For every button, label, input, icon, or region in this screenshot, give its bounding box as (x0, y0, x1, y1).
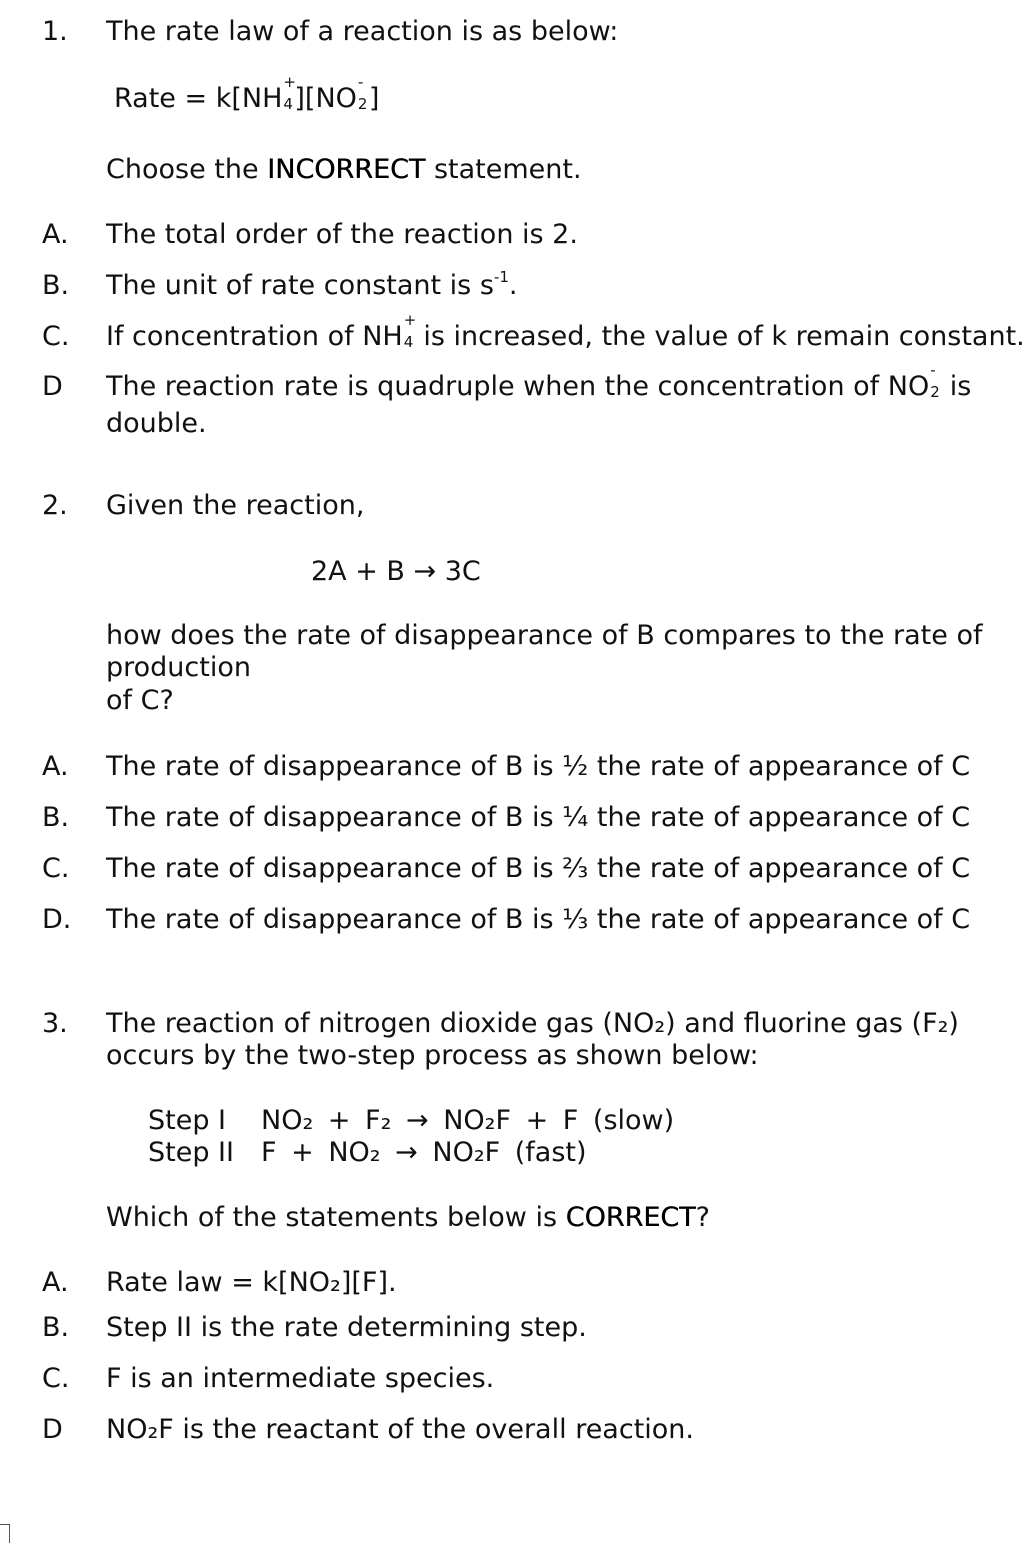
q3-stem-line2: occurs by the two-step process as shown below: (106, 1040, 759, 1071)
rate-law-mid: ][NO (294, 83, 357, 114)
nh4-charge-sub (282, 73, 296, 113)
q1-option-a-label: A. (42, 219, 69, 250)
q1-option-b-main: The unit of rate constant is s (106, 270, 494, 301)
no2-charge: - (357, 73, 364, 91)
q1-option-d-line2: double. (106, 408, 207, 439)
q1-option-b-text (106, 270, 517, 305)
q2-option-a-text: The rate of disappearance of B is ½ the rate of appearance of C (106, 751, 971, 782)
q3-step2-label: Step II (148, 1137, 234, 1168)
q1-number: 1. (42, 16, 68, 47)
q1-option-c-charge-sub (403, 311, 417, 351)
q3-option-c-text: F is an intermediate species. (106, 1363, 495, 1394)
q1-option-b-exponent: -1 (493, 268, 509, 286)
q1-instruction-post: statement. (425, 154, 582, 185)
q3-instruction-pre: Which of the statements below is (106, 1202, 566, 1233)
q1-option-d-charge-sub (929, 361, 941, 401)
q3-instruction-post: ? (695, 1202, 710, 1233)
q3-option-b-text: Step II is the rate determining step. (106, 1312, 587, 1343)
q1-instruction-pre: Choose the (106, 154, 268, 185)
q2-stem: Given the reaction, (106, 490, 365, 521)
q3-option-d-text: NO₂F is the reactant of the overall reaction. (106, 1414, 695, 1445)
q1-option-d-pre: The reaction rate is quadruple when the concentration of NO (106, 371, 930, 402)
q1-option-c-label: C. (42, 321, 70, 352)
q3-option-a-text: Rate law = k[NO₂][F]. (106, 1267, 397, 1298)
q1-option-d-subscript: 2 (930, 383, 940, 401)
q1-option-b-end: . (508, 270, 518, 301)
q3-step1-label: Step I (148, 1105, 227, 1136)
q2-option-c-label: C. (42, 853, 70, 884)
q1-option-d-label: D (42, 371, 63, 402)
q3-step1-equation: NO₂ + F₂ → NO₂F + F (slow) (261, 1105, 675, 1136)
q3-option-c-label: C. (42, 1363, 70, 1394)
rate-law-prefix: Rate = k[NH (114, 83, 283, 114)
q1-option-c-pre: If concentration of NH (106, 321, 403, 352)
q2-option-b-text: The rate of disappearance of B is ¼ the rate of appearance of C (106, 802, 971, 833)
q1-stem: The rate law of a reaction is as below: (106, 16, 619, 47)
q2-option-d-text: The rate of disappearance of B is ⅓ the rate of appearance of C (106, 904, 971, 935)
q1-instruction (106, 154, 582, 186)
q3-option-d-label: D (42, 1414, 63, 1445)
q3-option-a-label: A. (42, 1267, 69, 1298)
q2-question-line2: production (106, 652, 251, 683)
q1-option-a-text: The total order of the reaction is 2. (106, 219, 578, 250)
q3-option-b-label: B. (42, 1312, 70, 1343)
q1-option-c-charge: + (403, 311, 417, 329)
q3-instruction (106, 1202, 710, 1234)
q2-number: 2. (42, 490, 68, 521)
q2-equation: 2A + B → 3C (311, 556, 481, 587)
q1-instruction-bold: INCORRECT (267, 154, 426, 185)
q3-stem-line1: The reaction of nitrogen dioxide gas (NO₂) and fluorine gas (F₂) (106, 1008, 959, 1039)
q2-option-a-label: A. (42, 751, 69, 782)
nh4-subscript: 4 (283, 95, 293, 113)
page-corner-mark (0, 1524, 10, 1543)
no2-charge-sub (357, 73, 369, 113)
q1-option-d-post: is (941, 371, 972, 402)
q3-instruction-bold: CORRECT (565, 1202, 696, 1233)
q2-option-b-label: B. (42, 802, 70, 833)
q1-option-d-charge: - (930, 361, 936, 379)
q2-question-line1: how does the rate of disappearance of B compares to the rate of (106, 620, 983, 651)
q1-option-c-subscript: 4 (403, 333, 414, 351)
q1-option-c-text (106, 311, 1025, 353)
q3-number: 3. (42, 1008, 68, 1039)
nh4-charge: + (283, 73, 296, 91)
q2-question-line3: of C? (106, 685, 174, 716)
rate-law-end: ] (368, 83, 380, 114)
q2-option-d-label: D. (42, 904, 72, 935)
q3-step2-equation: F + NO₂ → NO₂F (fast) (261, 1137, 587, 1168)
q1-rate-law (114, 73, 380, 115)
no2-subscript: 2 (357, 95, 368, 113)
q2-option-c-text: The rate of disappearance of B is ⅔ the rate of appearance of C (106, 853, 971, 884)
q1-option-c-post: is increased, the value of k remain constant. (414, 321, 1025, 352)
q1-option-b-label: B. (42, 270, 70, 301)
q1-option-d-text (106, 361, 972, 403)
